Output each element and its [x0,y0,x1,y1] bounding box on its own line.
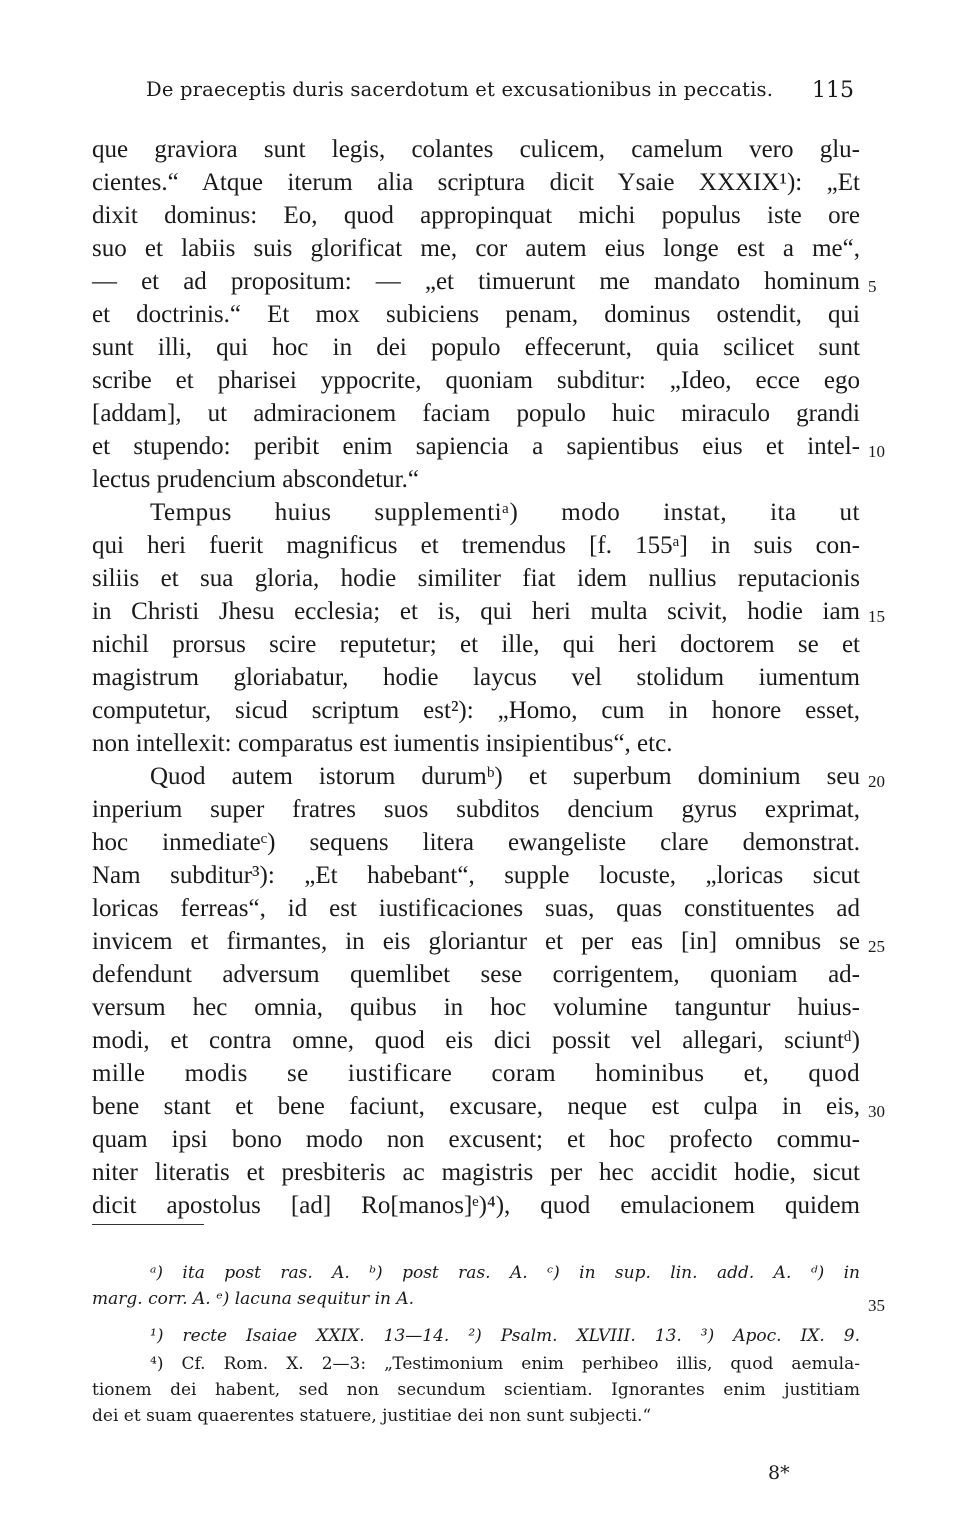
text-line: defendunt adversum quemlibet sese corrigentem, quoniam ad- [92,961,860,988]
page-number: 115 [812,78,854,103]
running-header: De praeceptis duris sacerdotum et excusationibus in peccatis. [146,78,774,101]
text-line: et doctrinis.“ Et mox subiciens penam, dominus ostendit, qui [92,301,860,328]
text-line: invicem et firmantes, in eis gloriantur et per eas [in] omnibus se [92,928,860,955]
text-line: — et ad propositum: — „et timuerunt me mandato hominum [92,268,860,295]
line-number: 10 [868,442,885,461]
line-number: 20 [868,772,885,791]
text-line: que graviora sunt legis, colantes culicem, camelum vero glu- [92,136,860,163]
text-line: cientes.“ Atque iterum alia scriptura dicit Ysaie XXXIX¹): „Et [92,169,860,196]
text-line: [addam], ut admiracionem faciam populo huic miraculo grandi [92,400,860,427]
text-line: modi, et contra omne, quod eis dici possit vel allegari, sciuntᵈ) [92,1027,860,1054]
text-line: non intellexit: comparatus est iumentis insipientibus“, etc. [92,730,673,757]
line-number: 5 [868,277,877,296]
text-line: computetur, sicud scriptum est²): „Homo, cum in honore esset, [92,697,860,724]
text-line: lectus prudencium abscondetur.“ [92,466,419,493]
text-line: siliis et sua gloria, hodie similiter fiat idem nullius reputacionis [92,565,860,592]
text-line: bene stant et bene faciunt, excusare, neque est culpa in eis, [92,1093,860,1120]
text-line: Quod autem istorum durumᵇ) et superbum dominium seu [150,763,860,790]
text-line: Tempus huius supplementiᵃ) modo instat, ita ut [150,499,860,526]
text-line: niter literatis et presbiteris ac magistris per hec accidit hodie, sicut [92,1159,860,1186]
text-line: loricas ferreas“, id est iustificaciones suas, quas constituentes ad [92,895,860,922]
line-number: 25 [868,937,885,956]
signature-mark: 8* [768,1462,790,1484]
text-line: nichil prorsus scire reputetur; et ille, qui heri doctorem se et [92,631,860,658]
footnote-line: ᵃ) ita post ras. A. ᵇ) post ras. A. ᶜ) in sup. lin. add. A. ᵈ) in [150,1263,860,1283]
text-line: sunt illi, qui hoc in dei populo effecerunt, quia scilicet sunt [92,334,860,361]
text-line: quam ipsi bono modo non excusent; et hoc profecto commu- [92,1126,860,1153]
footnote-line: marg. corr. A. ᵉ) lacuna sequitur in A. [92,1289,415,1309]
footnote-line: ¹) recte Isaiae XXIX. 13—14. ²) Psalm. XLVIII. 13. ³) Apoc. IX. 9. [150,1326,860,1346]
text-line: qui heri fuerit magnificus et tremendus [f. 155ᵃ] in suis con- [92,532,860,559]
text-line: magistrum gloriabatur, hodie laycus vel stolidum iumentum [92,664,860,691]
text-line: in Christi Jhesu ecclesia; et is, qui heri multa scivit, hodie iam [92,598,860,625]
line-number: 15 [868,607,885,626]
text-line: dixit dominus: Eo, quod appropinquat michi populus iste ore [92,202,860,229]
footnote-line: ⁴) Cf. Rom. X. 2—3: „Testimonium enim perhibeo illis, quod aemula- [150,1354,860,1374]
line-number: 30 [868,1102,885,1121]
text-line: hoc inmediateᶜ) sequens litera ewangeliste clare demonstrat. [92,829,860,856]
text-line: et stupendo: peribit enim sapiencia a sapientibus eius et intel- [92,433,860,460]
text-line: suo et labiis suis glorificat me, cor autem eius longe est a me“, [92,235,860,262]
footnote-line: dei et suam quaerentes statuere, justitiae dei non sunt subjecti.“ [92,1406,652,1426]
text-line: versum hec omnia, quibus in hoc volumine tanguntur huius- [92,994,860,1021]
text-line: inperium super fratres suos subditos dencium gyrus exprimat, [92,796,860,823]
footnote-rule [92,1224,204,1225]
footnote-line: tionem dei habent, sed non secundum scientiam. Ignorantes enim justitiam [92,1380,860,1400]
text-line: scribe et pharisei yppocrite, quoniam subditur: „Ideo, ecce ego [92,367,860,394]
text-line: mille modis se iustificare coram hominibus et, quod [92,1060,860,1087]
text-line: dicit apostolus [ad] Ro[manos]ᵉ)⁴), quod emulacionem quidem [92,1192,860,1219]
line-number: 35 [868,1296,885,1315]
text-line: Nam subditur³): „Et habebant“, supple locuste, „loricas sicut [92,862,860,889]
